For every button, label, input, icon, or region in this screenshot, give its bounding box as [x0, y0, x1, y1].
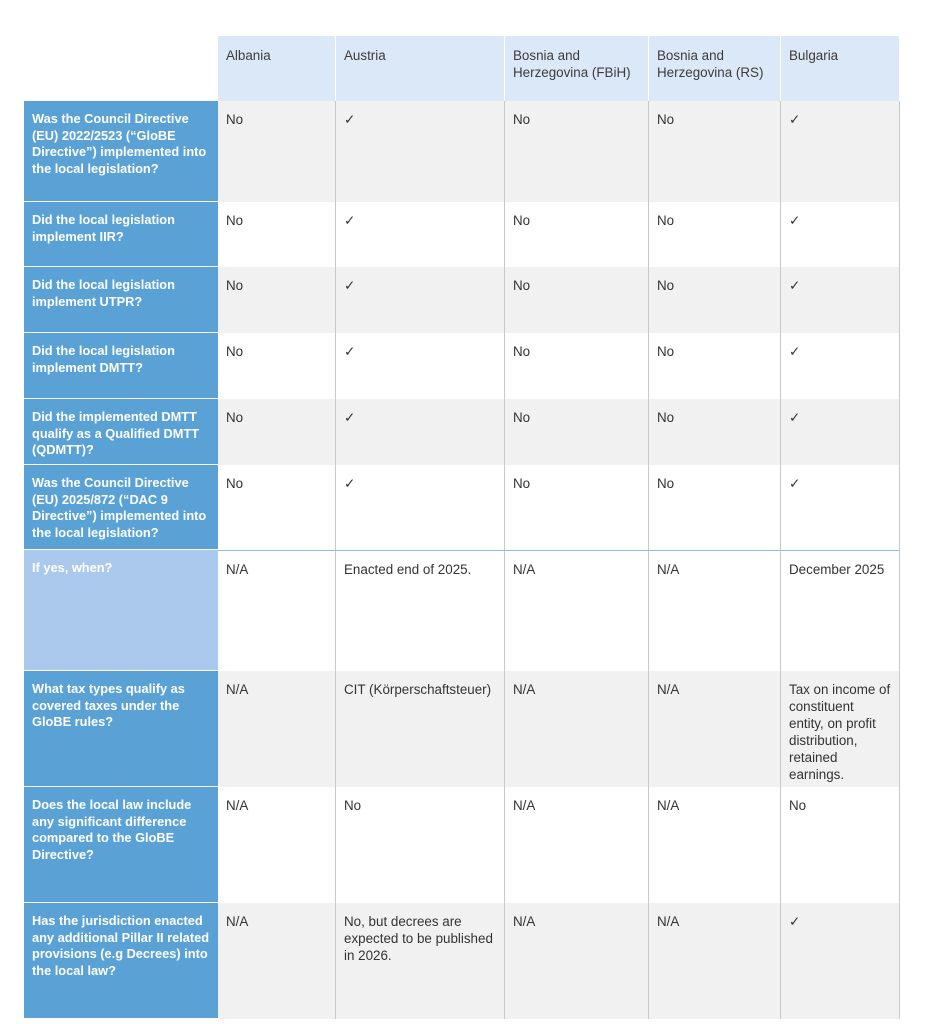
table-cell: N/A [505, 550, 649, 671]
table-cell: N/A [505, 903, 649, 1019]
column-header-bih-rs: Bosnia and Herzegovina (RS) [649, 36, 781, 101]
table-cell: No [649, 202, 781, 267]
table-cell: No [505, 202, 649, 267]
table-cell: Enacted end of 2025. [336, 550, 505, 671]
table-cell: ✓ [336, 399, 505, 465]
table-corner [24, 36, 218, 101]
table-cell: No [218, 267, 336, 333]
row-question: If yes, when? [24, 550, 218, 671]
table-cell: ✓ [781, 903, 900, 1019]
table-cell: ✓ [781, 465, 900, 550]
row-question: Was the Council Directive (EU) 2022/2523 (“GloBE Directive”) implemented into the local legislation? [24, 101, 218, 202]
pillar-two-comparison-table [24, 36, 900, 1018]
table-cell: N/A [218, 903, 336, 1019]
table-cell: ✓ [781, 333, 900, 399]
table-cell: No [218, 399, 336, 465]
table-cell: No [218, 101, 336, 202]
row-question: Was the Council Directive (EU) 2025/872 (“DAC 9 Directive”) implemented into the local legislation? [24, 465, 218, 550]
column-header-bulgaria: Bulgaria [781, 36, 900, 101]
table-cell: December 2025 [781, 550, 900, 671]
table-cell: N/A [505, 787, 649, 903]
table-cell: No [649, 333, 781, 399]
table-cell: N/A [649, 550, 781, 671]
table-cell: No, but decrees are expected to be published in 2026. [336, 903, 505, 1019]
row-question: Did the local legislation implement UTPR? [24, 267, 218, 333]
row-question: Did the local legislation implement DMTT? [24, 333, 218, 399]
table-cell: N/A [649, 903, 781, 1019]
table-cell: No [505, 333, 649, 399]
table-cell: ✓ [781, 202, 900, 267]
table-cell: No [649, 399, 781, 465]
table-cell: No [505, 399, 649, 465]
table-cell: N/A [218, 787, 336, 903]
table-cell: No [781, 787, 900, 903]
table-cell: No [649, 465, 781, 550]
table-cell: N/A [649, 787, 781, 903]
table-cell: ✓ [781, 267, 900, 333]
table-cell: CIT (Körperschaftsteuer) [336, 671, 505, 787]
row-question: Does the local law include any significant difference compared to the GloBE Directive? [24, 787, 218, 903]
table-cell: ✓ [336, 202, 505, 267]
table-cell: ✓ [336, 465, 505, 550]
table-cell: No [505, 267, 649, 333]
column-header-austria: Austria [336, 36, 505, 101]
row-question: What tax types qualify as covered taxes under the GloBE rules? [24, 671, 218, 787]
table-cell: N/A [649, 671, 781, 787]
table-cell: ✓ [781, 399, 900, 465]
column-header-albania: Albania [218, 36, 336, 101]
table-cell: N/A [505, 671, 649, 787]
table-cell: ✓ [336, 101, 505, 202]
table-cell: No [218, 202, 336, 267]
table-cell: No [336, 787, 505, 903]
table-cell: ✓ [781, 101, 900, 202]
table-cell: No [218, 333, 336, 399]
table-cell: N/A [218, 671, 336, 787]
table-cell: No [649, 101, 781, 202]
row-question: Has the jurisdiction enacted any additional Pillar II related provisions (e.g Decrees) into the local law? [24, 903, 218, 1019]
table-cell: No [218, 465, 336, 550]
table-cell: No [505, 465, 649, 550]
table-cell: Tax on income of constituent entity, on profit distribution, retained earnings. [781, 671, 900, 787]
row-question: Did the local legislation implement IIR? [24, 202, 218, 267]
table-cell: ✓ [336, 333, 505, 399]
table-cell: N/A [218, 550, 336, 671]
table-cell: ✓ [336, 267, 505, 333]
table-cell: No [649, 267, 781, 333]
row-question: Did the implemented DMTT qualify as a Qualified DMTT (QDMTT)? [24, 399, 218, 465]
table-cell: No [505, 101, 649, 202]
column-header-bih-fbih: Bosnia and Herzegovina (FBiH) [505, 36, 649, 101]
